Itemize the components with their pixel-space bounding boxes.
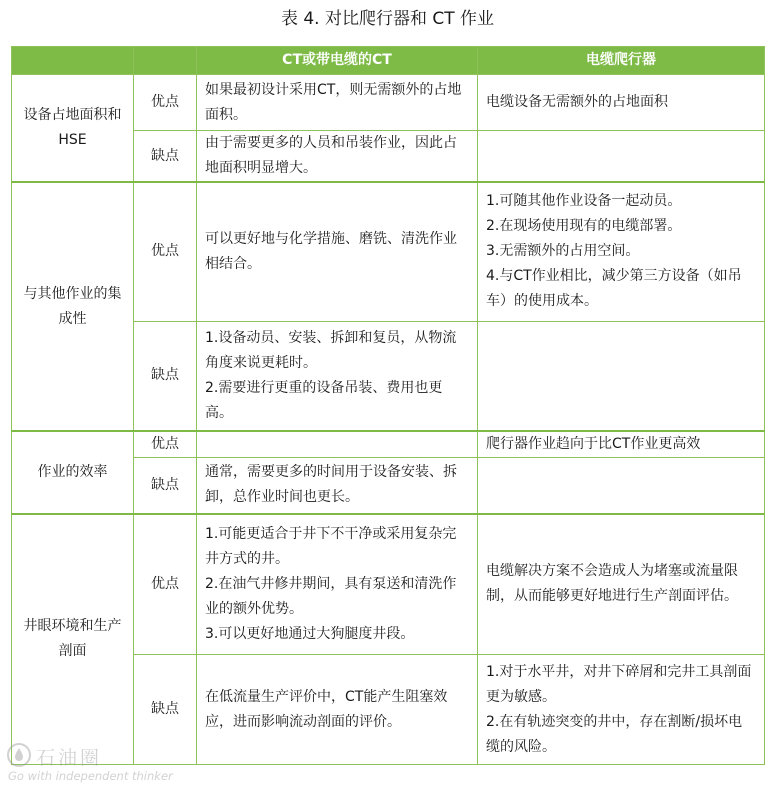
crawler-cell — [478, 182, 765, 321]
category-cell: 井眼环境和生产剖面 — [12, 514, 134, 765]
cell-line: 2.在油气井修井期间，具有泵送和清洗作业的额外优势。 — [205, 575, 457, 617]
table-row — [12, 514, 765, 655]
comparison-table — [11, 46, 765, 765]
cell-line: 1.可能更适合于井下不干净或采用复杂完井方式的井。 — [205, 525, 457, 567]
cell-line: 如果最初设计采用CT，则无需额外的占地面积。 — [205, 81, 462, 123]
watermark-tagline: Go with independent thinker — [8, 769, 173, 783]
category-cell: 设备占地面积和HSE — [12, 75, 134, 183]
table-title: 表 4. 对比爬行器和 CT 作业 — [280, 9, 495, 29]
ct-cell — [197, 131, 478, 183]
crawler-cell — [478, 655, 765, 765]
header-blank-category — [12, 47, 134, 75]
cell-line: 爬行器作业趋向于比CT作业更高效 — [486, 436, 701, 452]
cell-line: 3.可以更好地通过大狗腿度井段。 — [205, 625, 415, 642]
row-label-cell: 缺点 — [134, 131, 197, 183]
cell-line: 1.可随其他作业设备一起动员。 — [486, 193, 682, 210]
ct-cell — [197, 458, 478, 514]
crawler-cell — [478, 131, 765, 183]
crawler-cell — [478, 458, 765, 514]
cell-line: 1.设备动员、安装、拆卸和复员，从物流角度来说更耗时。 — [205, 329, 457, 371]
row-label-cell: 缺点 — [134, 655, 197, 765]
ct-cell — [197, 655, 478, 765]
cell-line: 2.需要进行更重的设备吊装、费用也更高。 — [205, 379, 443, 421]
ct-cell — [197, 431, 478, 458]
category-cell: 作业的效率 — [12, 431, 134, 514]
cell-line: 在低流量生产评价中，CT能产生阻塞效应，进而影响流动剖面的评价。 — [205, 688, 448, 730]
table-row — [12, 75, 765, 131]
crawler-cell — [478, 514, 765, 655]
cell-line: 2.在现场使用现有的电缆部署。 — [486, 218, 682, 235]
ct-cell — [197, 75, 478, 131]
row-label-cell: 优点 — [134, 75, 197, 131]
header-ct: CT或带电缆的CT — [197, 47, 478, 75]
ct-cell — [197, 514, 478, 655]
table-row — [12, 431, 765, 458]
cell-line: 3.无需额外的占用空间。 — [486, 243, 640, 260]
category-cell: 与其他作业的集成性 — [12, 182, 134, 431]
cell-line: 电缆设备无需额外的占地面积 — [486, 94, 668, 110]
table-row — [12, 182, 765, 321]
cell-line: 4.与CT作业相比，减少第三方设备（如吊车）的使用成本。 — [486, 268, 742, 310]
header-blank-type — [134, 47, 197, 75]
cell-line: 1.对于水平井，对井下碎屑和完井工具剖面更为敏感。 — [486, 663, 752, 705]
oil-drop-logo-icon — [6, 742, 32, 768]
crawler-cell — [478, 75, 765, 131]
row-label-cell: 优点 — [134, 514, 197, 655]
crawler-cell — [478, 431, 765, 458]
cell-line: 电缆解决方案不会造成人为堵塞或流量限制，从而能够更好地进行生产剖面评估。 — [486, 563, 738, 605]
header-row — [12, 47, 765, 75]
row-label-cell: 优点 — [134, 431, 197, 458]
watermark — [6, 742, 226, 786]
cell-line: 2.在有轨迹突变的井中，存在割断/损坏电缆的风险。 — [486, 713, 743, 755]
row-label-cell: 缺点 — [134, 458, 197, 514]
crawler-cell — [478, 321, 765, 431]
cell-line: 由于需要更多的人员和吊装作业，因此占地面积明显增大。 — [205, 135, 457, 176]
row-label-cell: 优点 — [134, 182, 197, 321]
ct-cell — [197, 321, 478, 431]
cell-line: 可以更好地与化学措施、磨铣、清洗作业相结合。 — [205, 230, 457, 272]
cell-line: 通常，需要更多的时间用于设备安装、拆卸，总作业时间也更长。 — [205, 464, 457, 506]
ct-cell — [197, 182, 478, 321]
header-crawler: 电缆爬行器 — [478, 47, 765, 75]
row-label-cell: 缺点 — [134, 321, 197, 431]
watermark-name: 石油圈 — [36, 747, 103, 769]
